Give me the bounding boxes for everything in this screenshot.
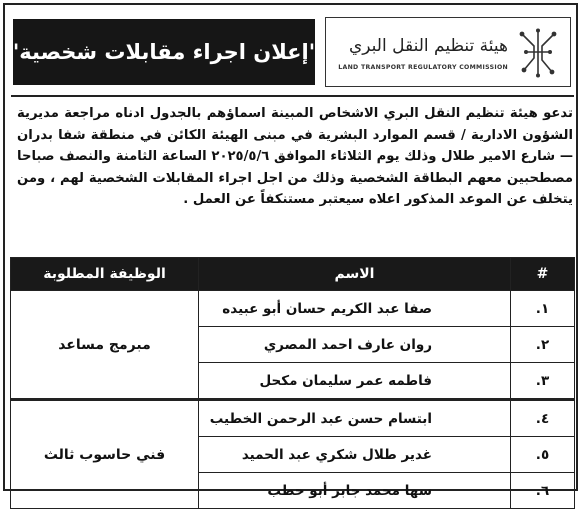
job-title-cell: فني حاسوب ثالث — [11, 400, 199, 509]
row-number: ٤. — [511, 400, 575, 437]
candidates-table — [10, 257, 575, 509]
row-number: ٥. — [511, 437, 575, 473]
row-name: روان عارف احمد المصري — [199, 327, 511, 363]
circuit-logo-icon — [516, 28, 560, 78]
table-header-row — [11, 258, 575, 291]
row-number: ٦. — [511, 473, 575, 509]
row-name: فاطمه عمر سليمان مكحل — [199, 363, 511, 400]
row-number: ١. — [511, 291, 575, 327]
announcement-title: "إعلان اجراء مقابلات شخصية" — [8, 40, 320, 64]
header-number: # — [511, 258, 575, 291]
table-row — [11, 291, 575, 327]
job-title-cell: مبرمج مساعد — [11, 291, 199, 400]
table-row — [11, 400, 575, 437]
title-banner — [8, 19, 320, 85]
row-number: ٢. — [511, 327, 575, 363]
row-number: ٣. — [511, 363, 575, 400]
org-name-english: LAND TRANSPORT REGULATORY COMMISSION — [338, 64, 508, 71]
org-name-arabic: هيئة تنظيم النقل البري — [348, 36, 508, 56]
header-job: الوظيفة المطلوبة — [11, 258, 199, 291]
row-name: ابتسام حسن عبد الرحمن الخطيب — [199, 400, 511, 437]
announcement-frame — [3, 3, 578, 499]
org-logo-box — [325, 17, 571, 87]
announcement-body: تدعو هيئة تنظيم النقل البري الاشخاص المبينة اسماؤهم بالجدول ادناه مراجعة مديرية الشؤون الادارية / قسم الموارد البشرية في مبنى الهيئة الكائن في منطقة شفا بدران — شارع الامير طلال وذلك يوم الثلاثاء الموافق ٢٠٢٥/٥/٦ الساعة الثامنة والنصف صباحا مصطحبين معهم البطاقة الشخصية وذلك من اجل اجراء المقابلات الشخصية لهم ، ومن يتخلف عن الموعد المذكور اعلاه سيعتبر مستنكفاً عن العمل . — [17, 106, 574, 207]
row-name: سها محمد جابر أبو حطب — [199, 473, 511, 509]
row-name: غدير طلال شكري عبد الحميد — [199, 437, 511, 473]
header-divider — [11, 95, 574, 97]
row-name: صفا عبد الكريم حسان أبو عبيده — [199, 291, 511, 327]
header-name: الاسم — [199, 258, 511, 291]
